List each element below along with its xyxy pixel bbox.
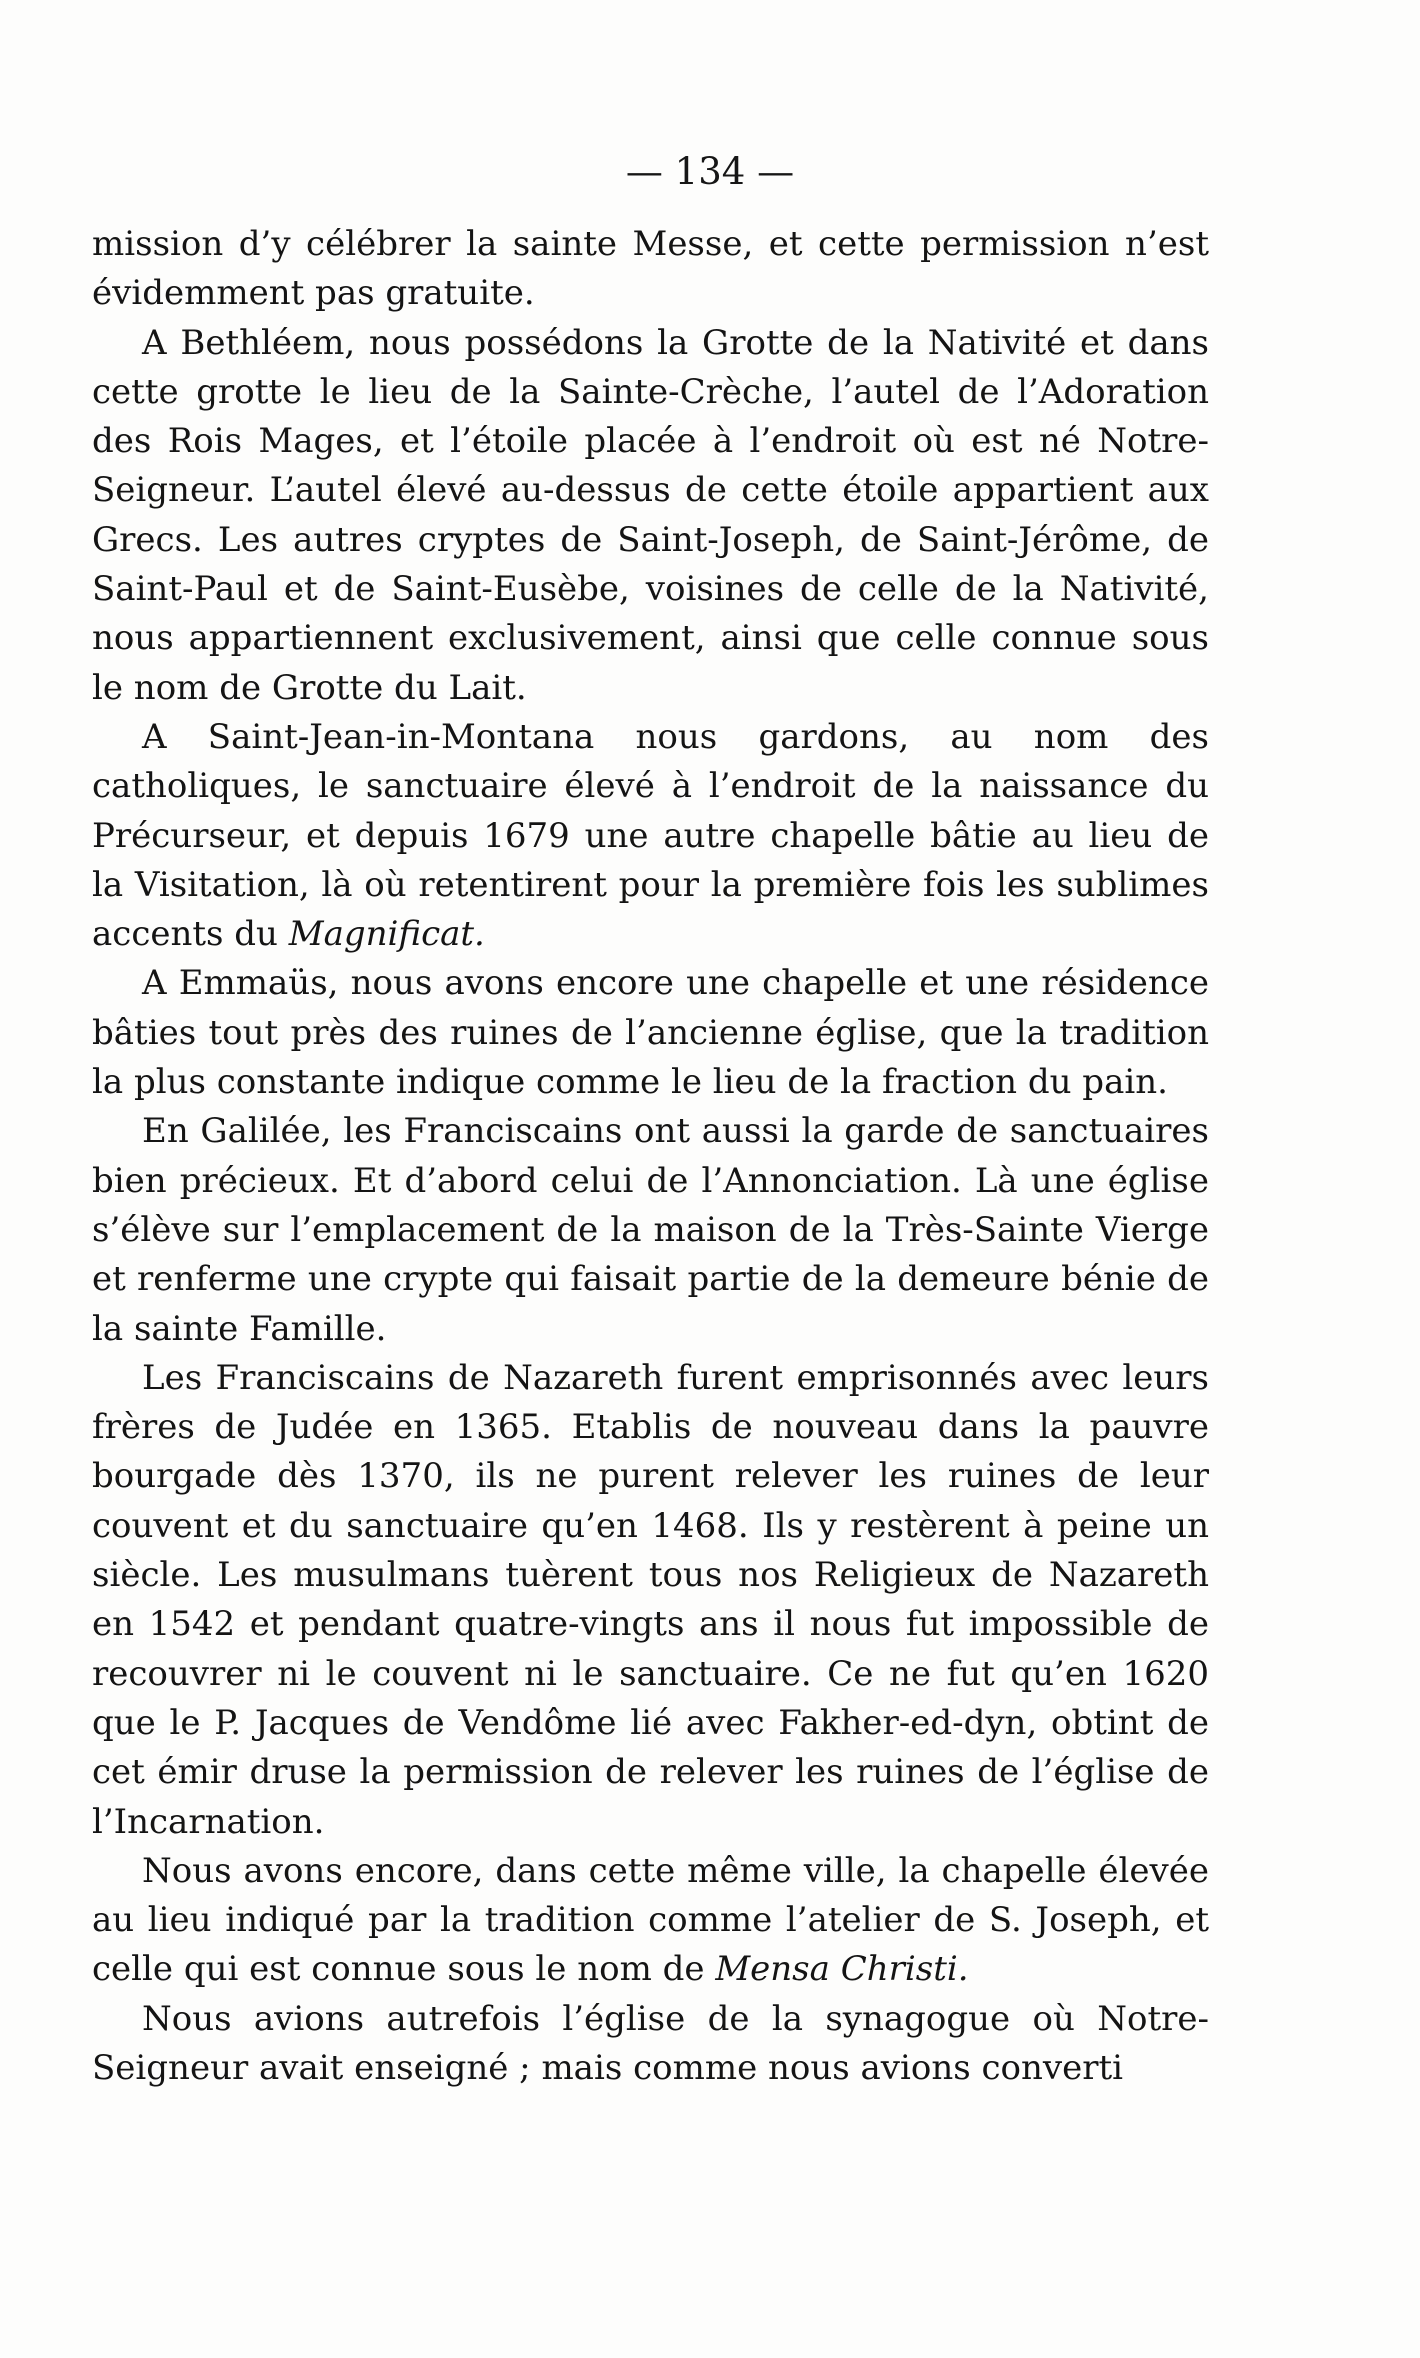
paragraph	[92, 220, 1209, 319]
paragraph-text: A Emmaüs, nous avons encore une chapelle et une résidence bâties tout près des ruines de l’ancienne église, que la tradition la plus constante indique comme le lieu de la fraction du pain.	[92, 963, 1209, 1103]
paragraph	[92, 959, 1209, 1107]
paragraph-text: mission d’y célébrer la sainte Messe, et cette permission n’est évidemment pas gratuite.	[92, 224, 1209, 314]
page-number: — 134 —	[625, 150, 795, 193]
paragraph-text: En Galilée, les Franciscains ont aussi la garde de sanctuaires bien précieux. Et d’abord celui de l’Annonciation. Là une église s’élève sur l’emplacement de la maison de la Très-Sainte Vierge et renferme une crypte qui faisait partie de la demeure bénie de la sainte Famille.	[92, 1111, 1209, 1349]
paragraph-text: A Saint-Jean-in-Montana nous gardons, au nom des catholiques, le sanctuaire élevé à l’endroit de la naissance du Précurseur, et depuis 1679 une autre chapelle bâtie au lieu de la Visitation, là où retentirent pour la première fois les sublimes accents du	[92, 716, 1209, 955]
paragraph-text: Nous avions autrefois l’église de la synagogue où Notre-Seigneur avait enseigné ; mais comme nous avions converti	[92, 1998, 1209, 2088]
paragraph	[92, 1354, 1209, 1847]
paragraph	[92, 1107, 1209, 1353]
paragraph	[92, 713, 1209, 959]
paragraph	[92, 1995, 1209, 2094]
paragraph	[92, 319, 1209, 713]
paragraph	[92, 1847, 1209, 1995]
paragraph-text: Nous avons encore, dans cette même ville, la chapelle élevée au lieu indiqué par la tradition comme l’atelier de S. Joseph, et celle qui est connue sous le nom de	[92, 1850, 1209, 1990]
paragraph-text: Les Franciscains de Nazareth furent emprisonnés avec leurs frères de Judée en 1365. Etablis de nouveau dans la pauvre bourgade dès 1370, ils ne purent relever les ruines de leur couvent et du sanctuaire qu’en 1468. Ils y restèrent à peine un siècle. Les musulmans tuèrent tous nos Religieux de Nazareth en 1542 et pendant quatre-vingts ans il nous fut impossible de recouvrer ni le couvent ni le sanctuaire. Ce ne fut qu’en 1620 que le P. Jacques de Vendôme lié avec Fakher-ed-dyn, obtint de cet émir druse la permission de relever les ruines de l’église de l’Incarnation.	[92, 1357, 1209, 1842]
italic-text: Mensa Christi.	[715, 1949, 969, 1990]
body-text	[92, 220, 1209, 2093]
italic-text: Magnificat.	[288, 914, 485, 955]
paragraph-text: A Bethléem, nous possédons la Grotte de la Nativité et dans cette grotte le lieu de la Sainte-Crèche, l’autel de l’Adoration des Rois Mages, et l’étoile placée à l’endroit où est né Notre-Seigneur. L’autel élevé au-dessus de cette étoile appartient aux Grecs. Les autres cryptes de Saint-Joseph, de Saint-Jérôme, de Saint-Paul et de Saint-Eusèbe, voisines de celle de la Nativité, nous appartiennent exclusivement, ainsi que celle connue sous le nom de Grotte du Lait.	[92, 322, 1209, 708]
